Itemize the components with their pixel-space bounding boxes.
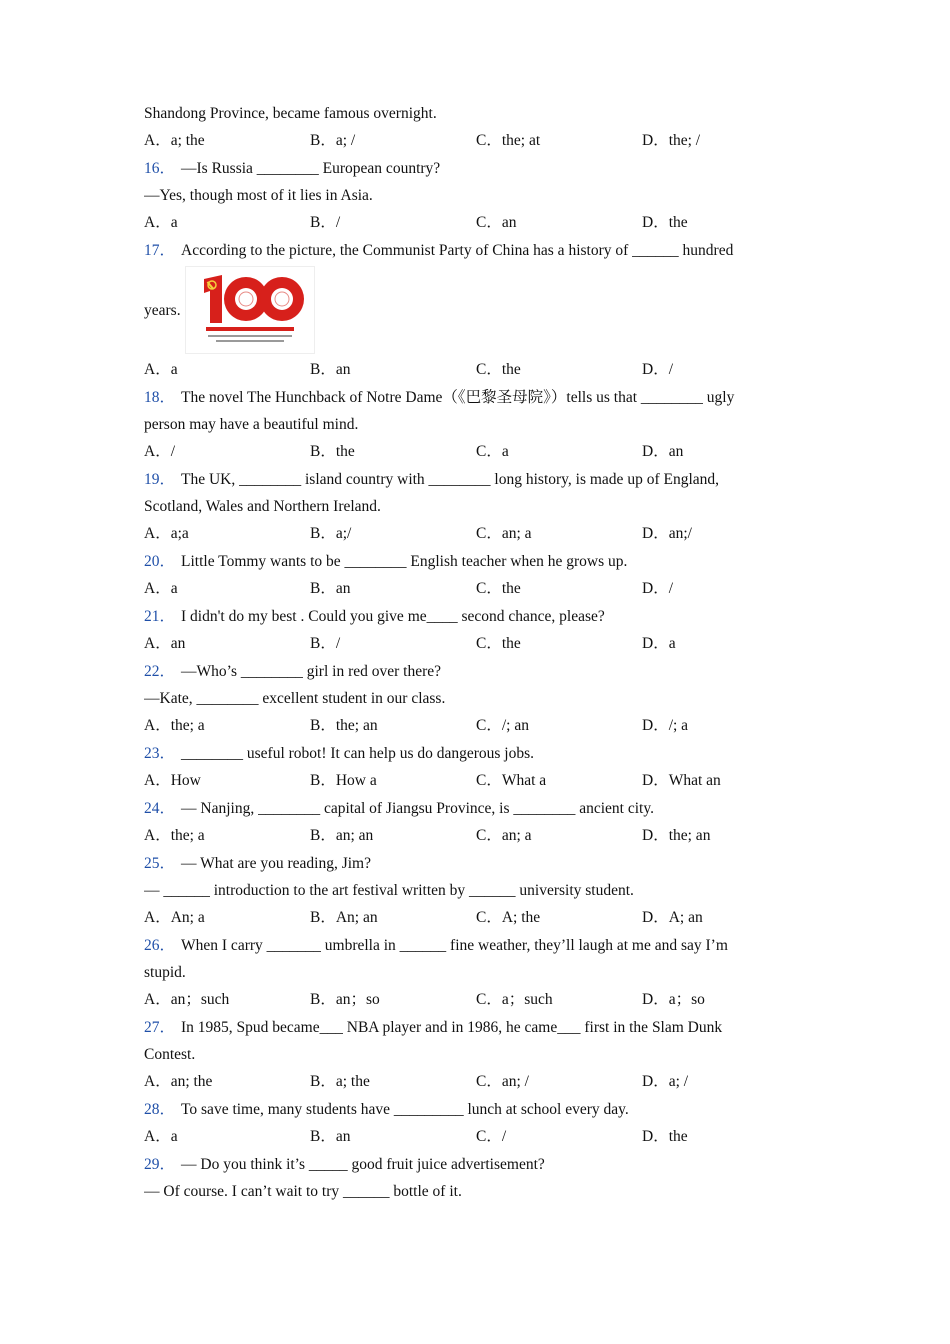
option-c: C．/; an [476, 717, 529, 734]
option-b: B．An; an [310, 909, 378, 926]
option-a: A．an；such [144, 991, 230, 1008]
option-c: C．What a [476, 772, 547, 789]
question-20 [144, 548, 824, 575]
option-a: A．An; a [144, 909, 205, 926]
question-number: 20． [144, 553, 176, 570]
question-text: — What are you reading, Jim? [181, 855, 371, 872]
question-17-line2: years. [144, 302, 181, 319]
question-22-line2: —Kate, ________ excellent student in our class. [144, 690, 446, 707]
option-a: A．an; the [144, 1073, 213, 1090]
option-a: A．an [144, 635, 186, 652]
option-a: A．/ [144, 443, 176, 460]
option-b: B．an [310, 361, 351, 378]
option-d: D．a [642, 635, 676, 652]
question-text: Little Tommy wants to be ________ English teacher when he grows up. [181, 553, 628, 570]
option-c: C．an [476, 214, 517, 231]
option-c: C．an; a [476, 525, 532, 542]
question-number: 22． [144, 663, 176, 680]
question-number: 29． [144, 1156, 176, 1173]
options-row [144, 127, 824, 155]
question-27 [144, 1014, 824, 1041]
question-22 [144, 658, 824, 685]
option-c: C．the; at [476, 132, 541, 149]
question-number: 19． [144, 471, 176, 488]
question-number: 27． [144, 1019, 176, 1036]
option-a: A．a [144, 361, 178, 378]
option-d: D．an;/ [642, 525, 692, 542]
option-c: C．a [476, 443, 509, 460]
question-number: 17． [144, 242, 176, 259]
option-d: D．a；so [642, 991, 705, 1008]
question-text: In 1985, Spud became___ NBA player and in 1986, he came___ first in the Slam Dunk [181, 1019, 723, 1036]
option-a: A．a; the [144, 132, 205, 149]
option-c: C．a；such [476, 991, 553, 1008]
option-d: D．a; / [642, 1073, 689, 1090]
options-row [144, 1123, 824, 1151]
question-number: 21． [144, 608, 176, 625]
option-d: D．A; an [642, 909, 703, 926]
option-b: B．a;/ [310, 525, 352, 542]
option-a: A．How [144, 772, 201, 789]
question-25-line2: — ______ introduction to the art festival written by ______ university student. [144, 882, 634, 899]
question-continuation: Shandong Province, became famous overnight. [144, 105, 437, 122]
cpc-100-anniversary-logo [185, 266, 315, 354]
options-row [144, 822, 824, 850]
question-number: 26． [144, 937, 176, 954]
option-b: B．the [310, 443, 355, 460]
options-row [144, 575, 824, 603]
option-c: C．the [476, 580, 521, 597]
options-row [144, 1068, 824, 1096]
option-b: B．a; / [310, 132, 356, 149]
question-26 [144, 932, 824, 959]
options-row [144, 986, 824, 1014]
question-25 [144, 850, 824, 877]
option-b: B．/ [310, 214, 341, 231]
question-29-line2: — Of course. I can’t wait to try ______ bottle of it. [144, 1183, 462, 1200]
option-c: C．an; / [476, 1073, 529, 1090]
question-18-line2: person may have a beautiful mind. [144, 416, 359, 433]
question-18 [144, 384, 824, 411]
question-26-line2: stupid. [144, 964, 186, 981]
question-text: — Do you think it’s _____ good fruit juice advertisement? [181, 1156, 545, 1173]
question-number: 28． [144, 1101, 176, 1118]
options-row [144, 767, 824, 795]
option-b: B．an；so [310, 991, 380, 1008]
option-c: C．the [476, 635, 521, 652]
question-27-line2: Contest. [144, 1046, 196, 1063]
option-c: C．the [476, 361, 521, 378]
question-text: According to the picture, the Communist Party of China has a history of ______ hundred [181, 242, 734, 259]
question-29 [144, 1151, 824, 1178]
question-text: —Is Russia ________ European country? [181, 160, 441, 177]
option-d: D．What an [642, 772, 721, 789]
option-a: A．the; a [144, 717, 205, 734]
option-b: B．a; the [310, 1073, 370, 1090]
option-b: B．an [310, 580, 351, 597]
question-16 [144, 155, 824, 182]
options-row [144, 356, 824, 384]
option-d: D．/; a [642, 717, 689, 734]
question-number: 23． [144, 745, 176, 762]
option-a: A．a [144, 214, 178, 231]
question-19 [144, 466, 824, 493]
question-number: 18． [144, 389, 176, 406]
question-text: I didn't do my best . Could you give me____ second chance, please? [181, 608, 605, 625]
question-17-image-row [144, 264, 824, 356]
option-d: D．an [642, 443, 684, 460]
option-d: D．/ [642, 580, 674, 597]
option-b: B．an [310, 1128, 351, 1145]
options-row [144, 520, 824, 548]
question-21 [144, 603, 824, 630]
question-text: When I carry _______ umbrella in ______ fine weather, they’ll laugh at me and say I’m [181, 937, 728, 954]
question-number: 24． [144, 800, 176, 817]
option-a: A．a [144, 1128, 178, 1145]
option-d: D．the [642, 214, 688, 231]
question-text: To save time, many students have _________ lunch at school every day. [181, 1101, 629, 1118]
question-19-line2: Scotland, Wales and Northern Ireland. [144, 498, 381, 515]
question-number: 25． [144, 855, 176, 872]
option-b: B．How a [310, 772, 377, 789]
question-28 [144, 1096, 824, 1123]
option-b: B．/ [310, 635, 341, 652]
option-c: C．/ [476, 1128, 507, 1145]
question-23 [144, 740, 824, 767]
option-d: D．the; an [642, 827, 711, 844]
question-16-line2: —Yes, though most of it lies in Asia. [144, 187, 373, 204]
option-b: B．the; an [310, 717, 378, 734]
options-row [144, 630, 824, 658]
option-d: D．the [642, 1128, 688, 1145]
question-text: The UK, ________ island country with ________ long history, is made up of England, [181, 471, 720, 488]
option-d: D．/ [642, 361, 674, 378]
question-17 [144, 237, 824, 264]
options-row [144, 209, 824, 237]
options-row [144, 904, 824, 932]
question-text: The novel The Hunchback of Notre Dame（《巴黎圣母院》）tells us that ________ ugly [181, 389, 735, 406]
option-a: A．a [144, 580, 178, 597]
worksheet-page [144, 100, 824, 1205]
option-b: B．an; an [310, 827, 374, 844]
question-text: — Nanjing, ________ capital of Jiangsu Province, is ________ ancient city. [181, 800, 654, 817]
option-d: D．the; / [642, 132, 701, 149]
options-row [144, 438, 824, 466]
cpc-100-logo-icon [186, 267, 314, 353]
options-row [144, 712, 824, 740]
question-24 [144, 795, 824, 822]
option-a: A．a;a [144, 525, 189, 542]
question-text: ________ useful robot! It can help us do dangerous jobs. [181, 745, 535, 762]
option-a: A．the; a [144, 827, 205, 844]
option-c: C．an; a [476, 827, 532, 844]
question-text: —Who’s ________ girl in red over there? [181, 663, 442, 680]
option-c: C．A; the [476, 909, 541, 926]
question-number: 16． [144, 160, 176, 177]
